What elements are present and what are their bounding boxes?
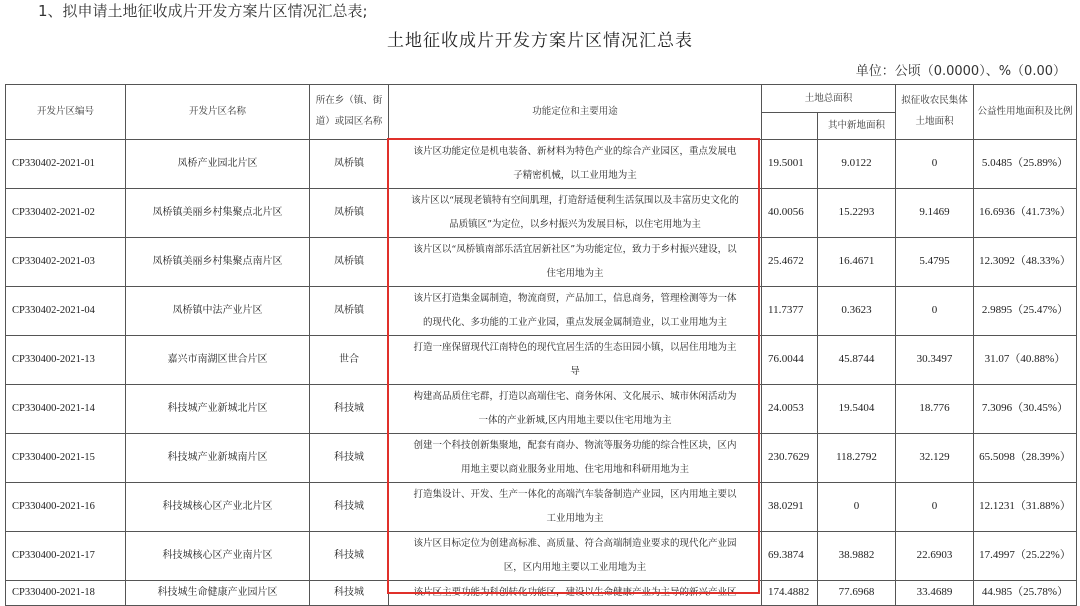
row-code: CP330402-2021-03 — [6, 238, 126, 287]
row-town: 科技城 — [310, 434, 389, 483]
table-title: 土地征收成片开发方案片区情况汇总表 — [387, 31, 693, 51]
row-function — [389, 140, 762, 189]
table-row — [6, 483, 1077, 532]
row-public-ratio: 17.4997（25.22%） — [974, 532, 1077, 581]
row-code: CP330400-2021-17 — [6, 532, 126, 581]
row-town: 凤桥镇 — [310, 140, 389, 189]
function-line: 导 — [570, 366, 580, 377]
row-area-new: 15.2293 — [818, 189, 896, 238]
function-line: 一体的产业新城,区内用地主要以住宅用地为主 — [478, 415, 672, 426]
row-expropriation-area: 22.6903 — [896, 532, 974, 581]
header-name: 开发片区名称 — [126, 85, 310, 140]
header-public-ratio: 公益性用地面积及比例 — [974, 85, 1077, 140]
row-name: 科技城产业新城北片区 — [126, 385, 310, 434]
row-name: 凤桥镇中法产业片区 — [126, 287, 310, 336]
header-area-total-group: 土地总面积 — [762, 85, 896, 113]
row-town: 科技城 — [310, 581, 389, 606]
row-public-ratio: 2.9895（25.47%） — [974, 287, 1077, 336]
row-area-new: 16.4671 — [818, 238, 896, 287]
row-town: 科技城 — [310, 483, 389, 532]
row-code: CP330400-2021-18 — [6, 581, 126, 606]
table-row — [6, 385, 1077, 434]
row-expropriation-area: 33.4689 — [896, 581, 974, 606]
table-row — [6, 434, 1077, 483]
row-area-new: 45.8744 — [818, 336, 896, 385]
table-row — [6, 581, 1077, 606]
table-body — [6, 140, 1077, 606]
row-town: 世合 — [310, 336, 389, 385]
function-line: 打造集设计、开发、生产一体化的高端汽车装备制造产业园，区内用地主要以 — [413, 489, 737, 500]
row-area-new: 118.2792 — [818, 434, 896, 483]
row-expropriation-area: 0 — [896, 140, 974, 189]
row-public-ratio: 31.07（40.88%） — [974, 336, 1077, 385]
row-area-new: 9.0122 — [818, 140, 896, 189]
row-public-ratio: 5.0485（25.89%） — [974, 140, 1077, 189]
row-code: CP330402-2021-01 — [6, 140, 126, 189]
function-line: 该片区目标定位为创建高标准、高质量、符合高端制造业要求的现代化产业园 — [413, 538, 737, 549]
row-name: 科技城产业新城南片区 — [126, 434, 310, 483]
header-area-total — [762, 113, 818, 140]
function-line: 创建一个科技创新集聚地，配套有商办、物流等服务功能的综合性区块，区内 — [413, 440, 737, 451]
table-row — [6, 287, 1077, 336]
table-row — [6, 238, 1077, 287]
row-public-ratio: 65.5098（28.39%） — [974, 434, 1077, 483]
header-function: 功能定位和主要用途 — [389, 85, 762, 140]
row-town: 凤桥镇 — [310, 238, 389, 287]
row-name: 凤桥镇美丽乡村集聚点北片区 — [126, 189, 310, 238]
row-town: 科技城 — [310, 385, 389, 434]
row-function — [389, 287, 762, 336]
row-function — [389, 336, 762, 385]
row-area-total: 25.4672 — [762, 238, 818, 287]
row-name: 嘉兴市南湖区世合片区 — [126, 336, 310, 385]
function-line: 品质镇区”为定位，以乡村振兴为发展目标，以住宅用地为主 — [449, 219, 701, 230]
row-expropriation-area: 5.4795 — [896, 238, 974, 287]
row-area-total: 11.7377 — [762, 287, 818, 336]
row-area-total: 230.7629 — [762, 434, 818, 483]
row-expropriation-area: 32.129 — [896, 434, 974, 483]
function-line: 子精密机械，以工业用地为主 — [513, 170, 637, 181]
table-row — [6, 189, 1077, 238]
function-line: 住宅用地为主 — [546, 268, 604, 279]
row-code: CP330400-2021-16 — [6, 483, 126, 532]
header-town: 所在乡（镇、街道）或园区名称 — [310, 85, 389, 140]
row-public-ratio: 44.985（25.78%） — [974, 581, 1077, 606]
row-town: 科技城 — [310, 532, 389, 581]
row-public-ratio: 12.3092（48.33%） — [974, 238, 1077, 287]
row-name: 凤桥镇美丽乡村集聚点南片区 — [126, 238, 310, 287]
row-code: CP330400-2021-13 — [6, 336, 126, 385]
row-area-total: 38.0291 — [762, 483, 818, 532]
row-function — [389, 483, 762, 532]
table-row — [6, 140, 1077, 189]
row-town: 凤桥镇 — [310, 189, 389, 238]
row-function — [389, 385, 762, 434]
row-expropriation-area: 30.3497 — [896, 336, 974, 385]
function-line: 用地主要以商业服务业用地、住宅用地和科研用地为主 — [460, 464, 689, 475]
function-line: 该片区以“展现老镇特有空间肌理，打造舒适便利生活氛围以及丰富历史文化的 — [411, 195, 739, 206]
function-line: 的现代化、多功能的工业产业园，重点发展金属制造业，以工业用地为主 — [422, 317, 727, 328]
row-function — [389, 238, 762, 287]
row-public-ratio: 7.3096（30.45%） — [974, 385, 1077, 434]
row-area-new: 38.9882 — [818, 532, 896, 581]
row-area-total: 76.0044 — [762, 336, 818, 385]
row-code: CP330402-2021-04 — [6, 287, 126, 336]
row-area-new: 77.6968 — [818, 581, 896, 606]
function-line: 打造一座保留现代江南特色的现代宜居生活的生态田园小镇，以居住用地为主 — [413, 342, 737, 353]
row-public-ratio: 16.6936（41.73%） — [974, 189, 1077, 238]
function-line: 该片区打造集金属制造，物流商贸，产品加工，信息商务，管理检测等为一体 — [413, 293, 737, 304]
function-line: 该片区主要功能为科创转化功能区，建设以生命健康产业为主导的新兴产业区 — [413, 587, 737, 598]
header-code: 开发片区编号 — [6, 85, 126, 140]
row-expropriation-area: 9.1469 — [896, 189, 974, 238]
unit-note: 单位：公顷（0.0000）、%（0.00） — [855, 64, 1066, 79]
row-name: 科技城核心区产业北片区 — [126, 483, 310, 532]
table-row — [6, 532, 1077, 581]
row-name: 科技城生命健康产业园片区 — [126, 581, 310, 606]
row-function — [389, 434, 762, 483]
row-town: 凤桥镇 — [310, 287, 389, 336]
function-line: 该片区功能定位是机电装备、新材料为特色产业的综合产业园区，重点发展电 — [413, 146, 737, 157]
row-area-new: 0.3623 — [818, 287, 896, 336]
row-code: CP330400-2021-15 — [6, 434, 126, 483]
header-area-new: 其中新地面积 — [818, 113, 896, 140]
row-area-total: 40.0056 — [762, 189, 818, 238]
function-line: 该片区以“凤桥镇南部乐活宜居新社区”为功能定位，致力于乡村振兴建设，以 — [413, 244, 737, 255]
row-area-new: 0 — [818, 483, 896, 532]
function-line: 构建高品质住宅群，打造以高端住宅、商务休闲、文化展示、城市休闲活动为 — [413, 391, 737, 402]
section-heading: 1、拟申请土地征收成片开发方案片区情况汇总表; — [38, 2, 368, 20]
row-expropriation-area: 18.776 — [896, 385, 974, 434]
row-public-ratio: 12.1231（31.88%） — [974, 483, 1077, 532]
function-line: 工业用地为主 — [546, 513, 604, 524]
table-row — [6, 336, 1077, 385]
row-function — [389, 532, 762, 581]
row-function — [389, 189, 762, 238]
row-area-total: 174.4882 — [762, 581, 818, 606]
row-code: CP330402-2021-02 — [6, 189, 126, 238]
header-expropriation: 拟征收农民集体土地面积 — [896, 85, 974, 140]
row-function — [389, 581, 762, 606]
row-area-total: 19.5001 — [762, 140, 818, 189]
row-area-new: 19.5404 — [818, 385, 896, 434]
row-expropriation-area: 0 — [896, 483, 974, 532]
summary-table — [5, 84, 1077, 606]
row-name: 凤桥产业园北片区 — [126, 140, 310, 189]
row-code: CP330400-2021-14 — [6, 385, 126, 434]
row-expropriation-area: 0 — [896, 287, 974, 336]
row-name: 科技城核心区产业南片区 — [126, 532, 310, 581]
function-line: 区，区内用地主要以工业用地为主 — [503, 562, 647, 573]
row-area-total: 24.0053 — [762, 385, 818, 434]
row-area-total: 69.3874 — [762, 532, 818, 581]
